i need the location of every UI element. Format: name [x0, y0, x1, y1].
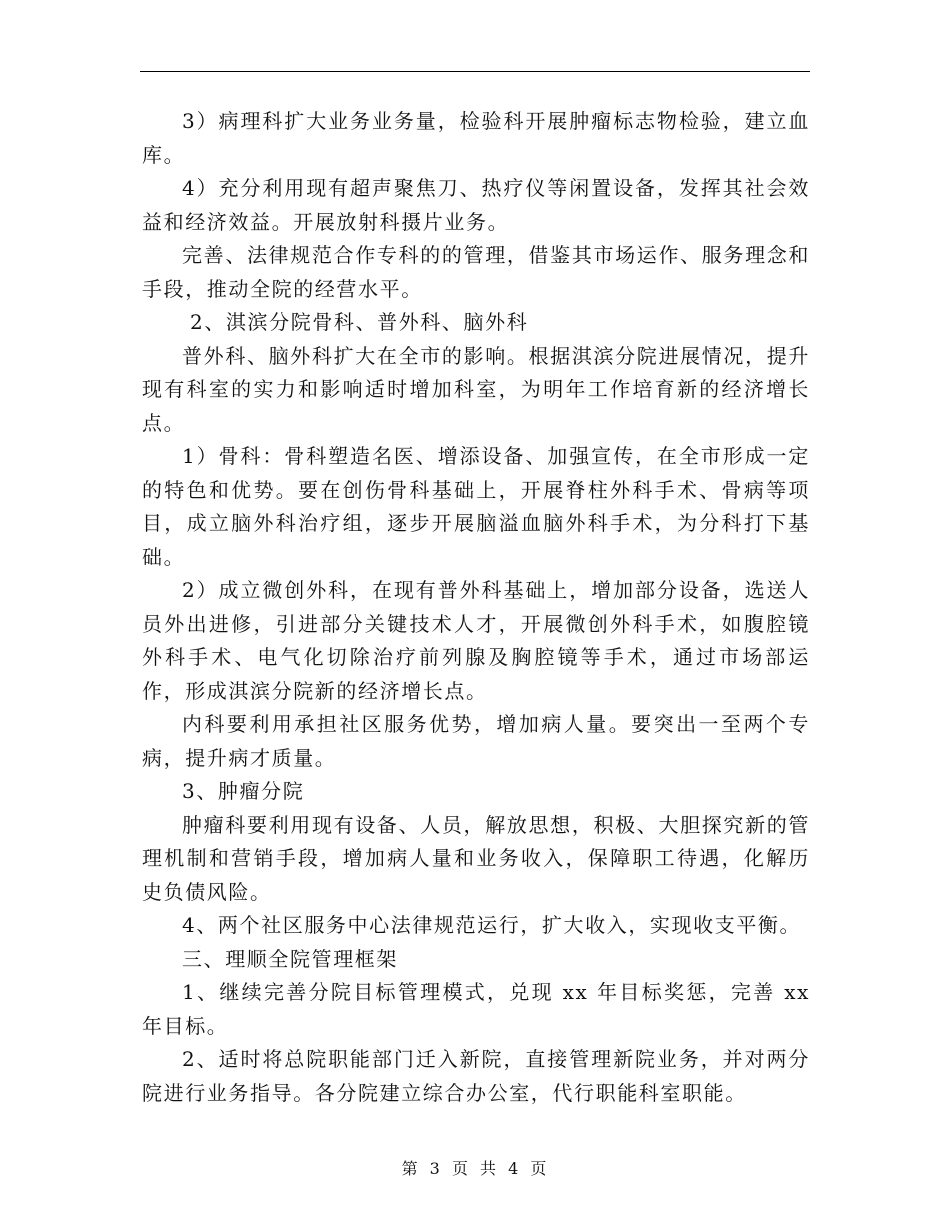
- paragraph-cooperative-specialties: 完善、法律规范合作专科的的管理，借鉴其市场运作、服务理念和手段，推动全院的经营水平。: [142, 243, 810, 301]
- paragraph-orthopedics: 1）骨科：骨科塑造名医、增添设备、加强宣传，在全市形成一定的特色和优势。要在创伤骨科基础上，开展脊柱外科手术、骨病等项目，成立脑外科治疗组，逐步开展脑溢血脑外科手术，为分科打下基础。: [142, 444, 810, 569]
- paragraph-pathology-lab: 3）病理科扩大业务业务量，检验科开展肿瘤标志物检验，建立血库。: [142, 109, 810, 167]
- paragraph-idle-equipment: 4）充分利用现有超声聚焦刀、热疗仪等闲置设备，发挥其社会效益和经济效益。开展放射科摄片业务。: [142, 176, 810, 234]
- section-heading-management-framework: 三、理顺全院管理框架: [182, 946, 398, 971]
- paragraph-internal-medicine: 内科要利用承担社区服务优势，增加病人量。要突出一至两个专病，提升病才质量。: [142, 712, 810, 770]
- paragraph-community-centers: 4、两个社区服务中心法律规范运行，扩大收入，实现收支平衡。: [182, 913, 802, 937]
- header-rule: [140, 71, 810, 72]
- paragraph-oncology: 肿瘤科要利用现有设备、人员，解放思想，积极、大胆探究新的管理机制和营销手段，增加病人量和业务收入，保障职工待遇，化解历史负债风险。: [142, 812, 810, 904]
- paragraph-functional-departments: 2、适时将总院职能部门迁入新院，直接管理新院业务，并对两分院进行业务指导。各分院建立综合办公室，代行职能科室职能。: [142, 1047, 810, 1105]
- section-heading-qibin-branch: 2、淇滨分院骨科、普外科、脑外科: [190, 310, 529, 334]
- document-body: [142, 105, 810, 1110]
- paragraph-minimally-invasive: 2）成立微创外科，在现有普外科基础上，增加部分设备，选送人员外出进修，引进部分关键技术人才，开展微创外科手术，如腹腔镜外科手术、电气化切除治疗前列腺及胸腔镜等手术，通过市场部运作，形成淇滨分院新的经济增长点。: [142, 578, 810, 703]
- paragraph-surgery-influence: 普外科、脑外科扩大在全市的影响。根据淇滨分院进展情况，提升现有科室的实力和影响适时增加科室，为明年工作培育新的经济增长点。: [142, 343, 810, 435]
- paragraph-target-management: 1、继续完善分院目标管理模式，兑现 xx 年目标奖惩，完善 xx 年目标。: [142, 980, 810, 1038]
- section-heading-oncology-branch: 3、肿瘤分院: [182, 779, 305, 803]
- page-number-footer: 第 3 页 共 4 页: [401, 1159, 549, 1178]
